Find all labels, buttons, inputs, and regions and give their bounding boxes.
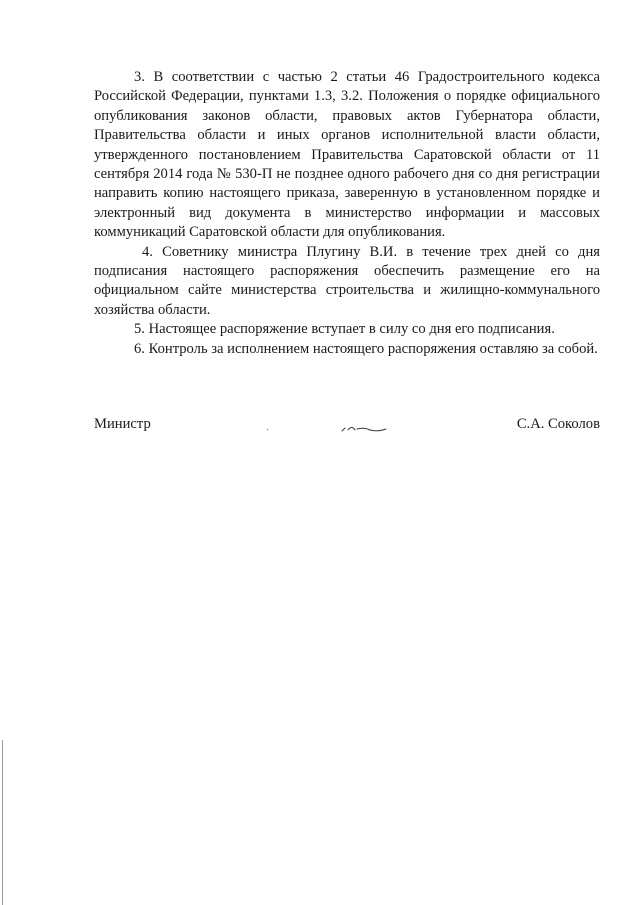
handwritten-signature [340,416,400,438]
signatory-name: С.А. Соколов [516,416,600,432]
signatory-title: Министр [94,416,151,432]
paragraph-6: 6. Контроль за исполнением настоящего распоряжения оставляю за собой. [134,340,598,357]
paragraph-4: 4. Советнику министра Плугину В.И. в течение трех дней со дня подписания настоящего распоряжения обеспечить размещение его на официальном сайте министерства строительства и жилищно-коммунального хозяйства области. [94,243,600,318]
document-body [94,68,600,359]
scan-edge-line [2,740,3,905]
signature-block [94,416,600,438]
scan-speck [266,428,269,431]
paragraph-3: 3. В соответствии с частью 2 статьи 46 Градостроительного кодекса Российской Федерации, пунктами 1.3, 3.2. Положения о порядке официального опубликования законов области, правовых актов Губернатора области, Правительства области и иных органов исполнительной власти области, утвержденного постановлением Правительства Саратовской области от 11 сентября 2014 года № 530-П не позднее одного рабочего дня со дня регистрации направить копию настоящего приказа, заверенную в установленном порядке и электронный вид документа в министерство информации и массовых коммуникаций Саратовской области для опубликования. [94,69,600,241]
paragraph-5: 5. Настоящее распоряжение вступает в силу со дня его подписания. [134,321,555,338]
